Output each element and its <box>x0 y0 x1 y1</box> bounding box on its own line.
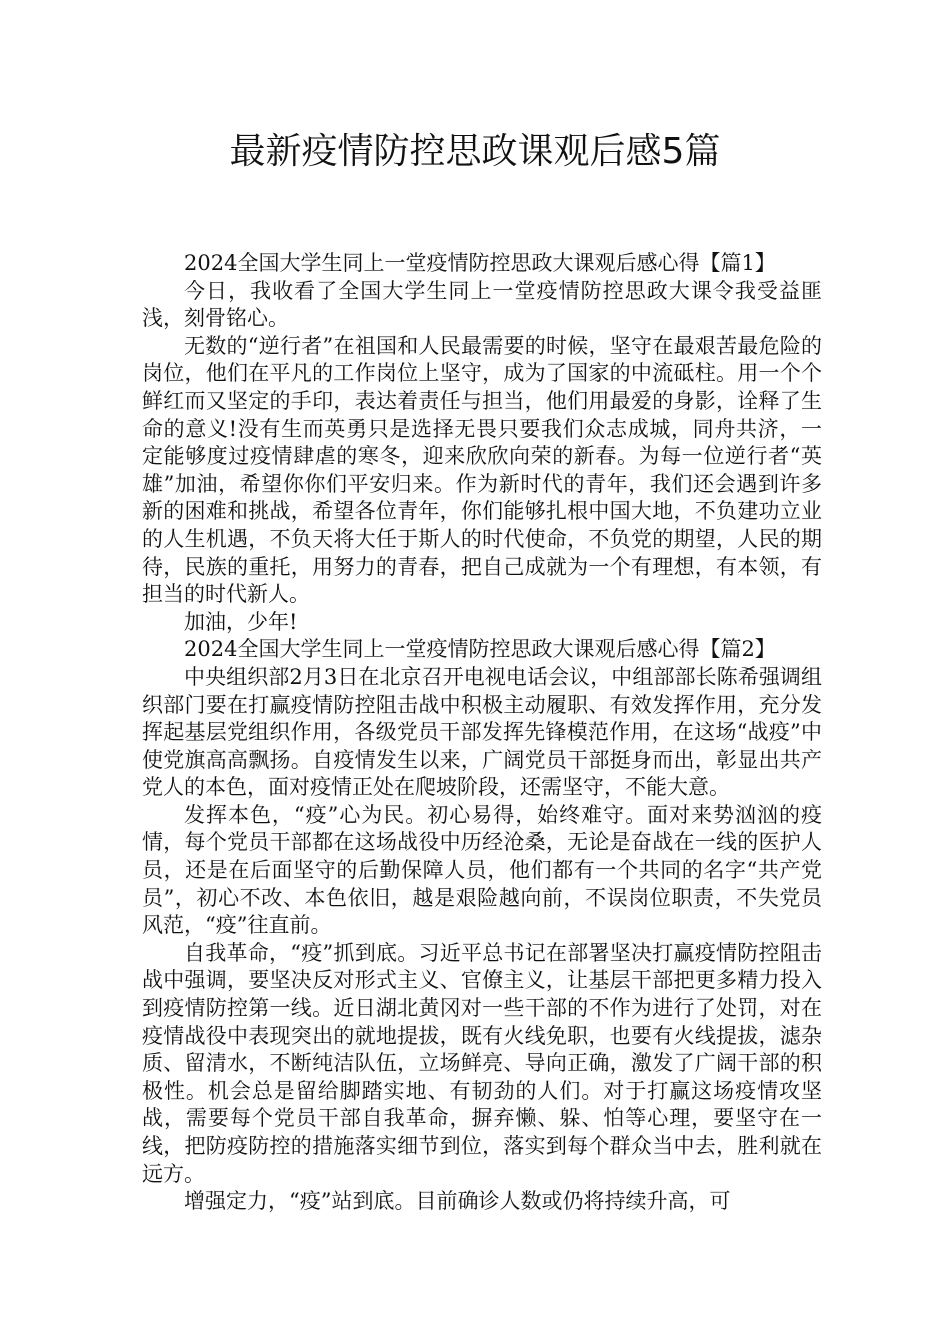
body-paragraph: 中央组织部2月3日在北京召开电视电话会议，中组部部长陈希强调组织部门要在打赢疫情防控阻击战中积极主动履职、有效发挥作用，充分发挥起基层党组织作用，各级党员干部发挥先锋模范作用，在这场“战疫”中使党旗高高飘扬。自疫情发生以来，广阔党员干部挺身而出，彰显出共产党人的本色，面对疫情正处在爬坡阶段，还需坚守，不能大意。 <box>142 664 822 800</box>
body-paragraph: 增强定力，“疫”站到底。目前确诊人数或仍将持续升高，可 <box>184 1189 731 1214</box>
document-title: 最新疫情防控思政课观后感5篇 <box>229 131 721 172</box>
body-paragraph: 今日，我收看了全国大学生同上一堂疫情防控思政大课令我受益匪浅，刻骨铭心。 <box>142 278 822 331</box>
essay-heading-1: 2024全国大学生同上一堂疫情防控思政大课观后感心得【篇1】 <box>184 251 776 275</box>
essay-heading-2: 2024全国大学生同上一堂疫情防控思政大课观后感心得【篇2】 <box>184 637 776 662</box>
body-paragraph: 加油，少年! <box>184 609 298 634</box>
body-paragraph: 无数的“逆行者”在祖国和人民最需要的时候，坚守在最艰苦最危险的岗位，他们在平凡的工作岗位上坚守，成为了国家的中流砥柱。用一个个鲜红而又坚定的手印，表达着责任与担当，他们用最爱的身影，诠释了生命的意义!没有生而英勇只是选择无畏只要我们众志成城，同舟共济，一定能够度过疫情肆虐的寒冬，迎来欣欣向荣的新春。为每一位逆行者“英雄”加油，希望你你们平安归来。作为新时代的青年，我们还会遇到许多新的困难和挑战，希望各位青年，你们能够扎根中国大地，不负建功立业的人生机遇，不负天将大任于斯人的时代使命，不负党的期望，人民的期待，民族的重托，用努力的青春，把自己成就为一个有理想，有本领，有担当的时代新人。 <box>142 333 822 607</box>
body-paragraph: 发挥本色，“疫”心为民。初心易得，始终难守。面对来势汹汹的疫情，每个党员干部都在这场战役中历经沧桑，无论是奋战在一线的医护人员，还是在后面坚守的后勤保障人员，他们都有一个共同的名字“共产党员”，初心不改、本色依旧，越是艰险越向前，不误岗位职责，不失党员风范，“疫”往直前。 <box>142 802 822 938</box>
document-body <box>142 250 822 1216</box>
body-paragraph: 自我革命，“疫”抓到底。习近平总书记在部署坚决打赢疫情防控阻击战中强调，要坚决反对形式主义、官僚主义，让基层干部把更多精力投入到疫情防控第一线。近日湖北黄冈对一些干部的不作为进行了处罚，对在疫情战役中表现突出的就地提拔，既有火线免职，也要有火线提拔，滤杂质、留清水，不断纯洁队伍，立场鲜亮、导向正确，激发了广阔干部的积极性。机会总是留给脚踏实地、有韧劲的人们。对于打赢这场疫情攻坚战，需要每个党员干部自我革命，摒弃懒、躲、怕等心理，要坚守在一线，把防疫防控的措施落实细节到位，落实到每个群众当中去，胜利就在远方。 <box>142 940 822 1186</box>
